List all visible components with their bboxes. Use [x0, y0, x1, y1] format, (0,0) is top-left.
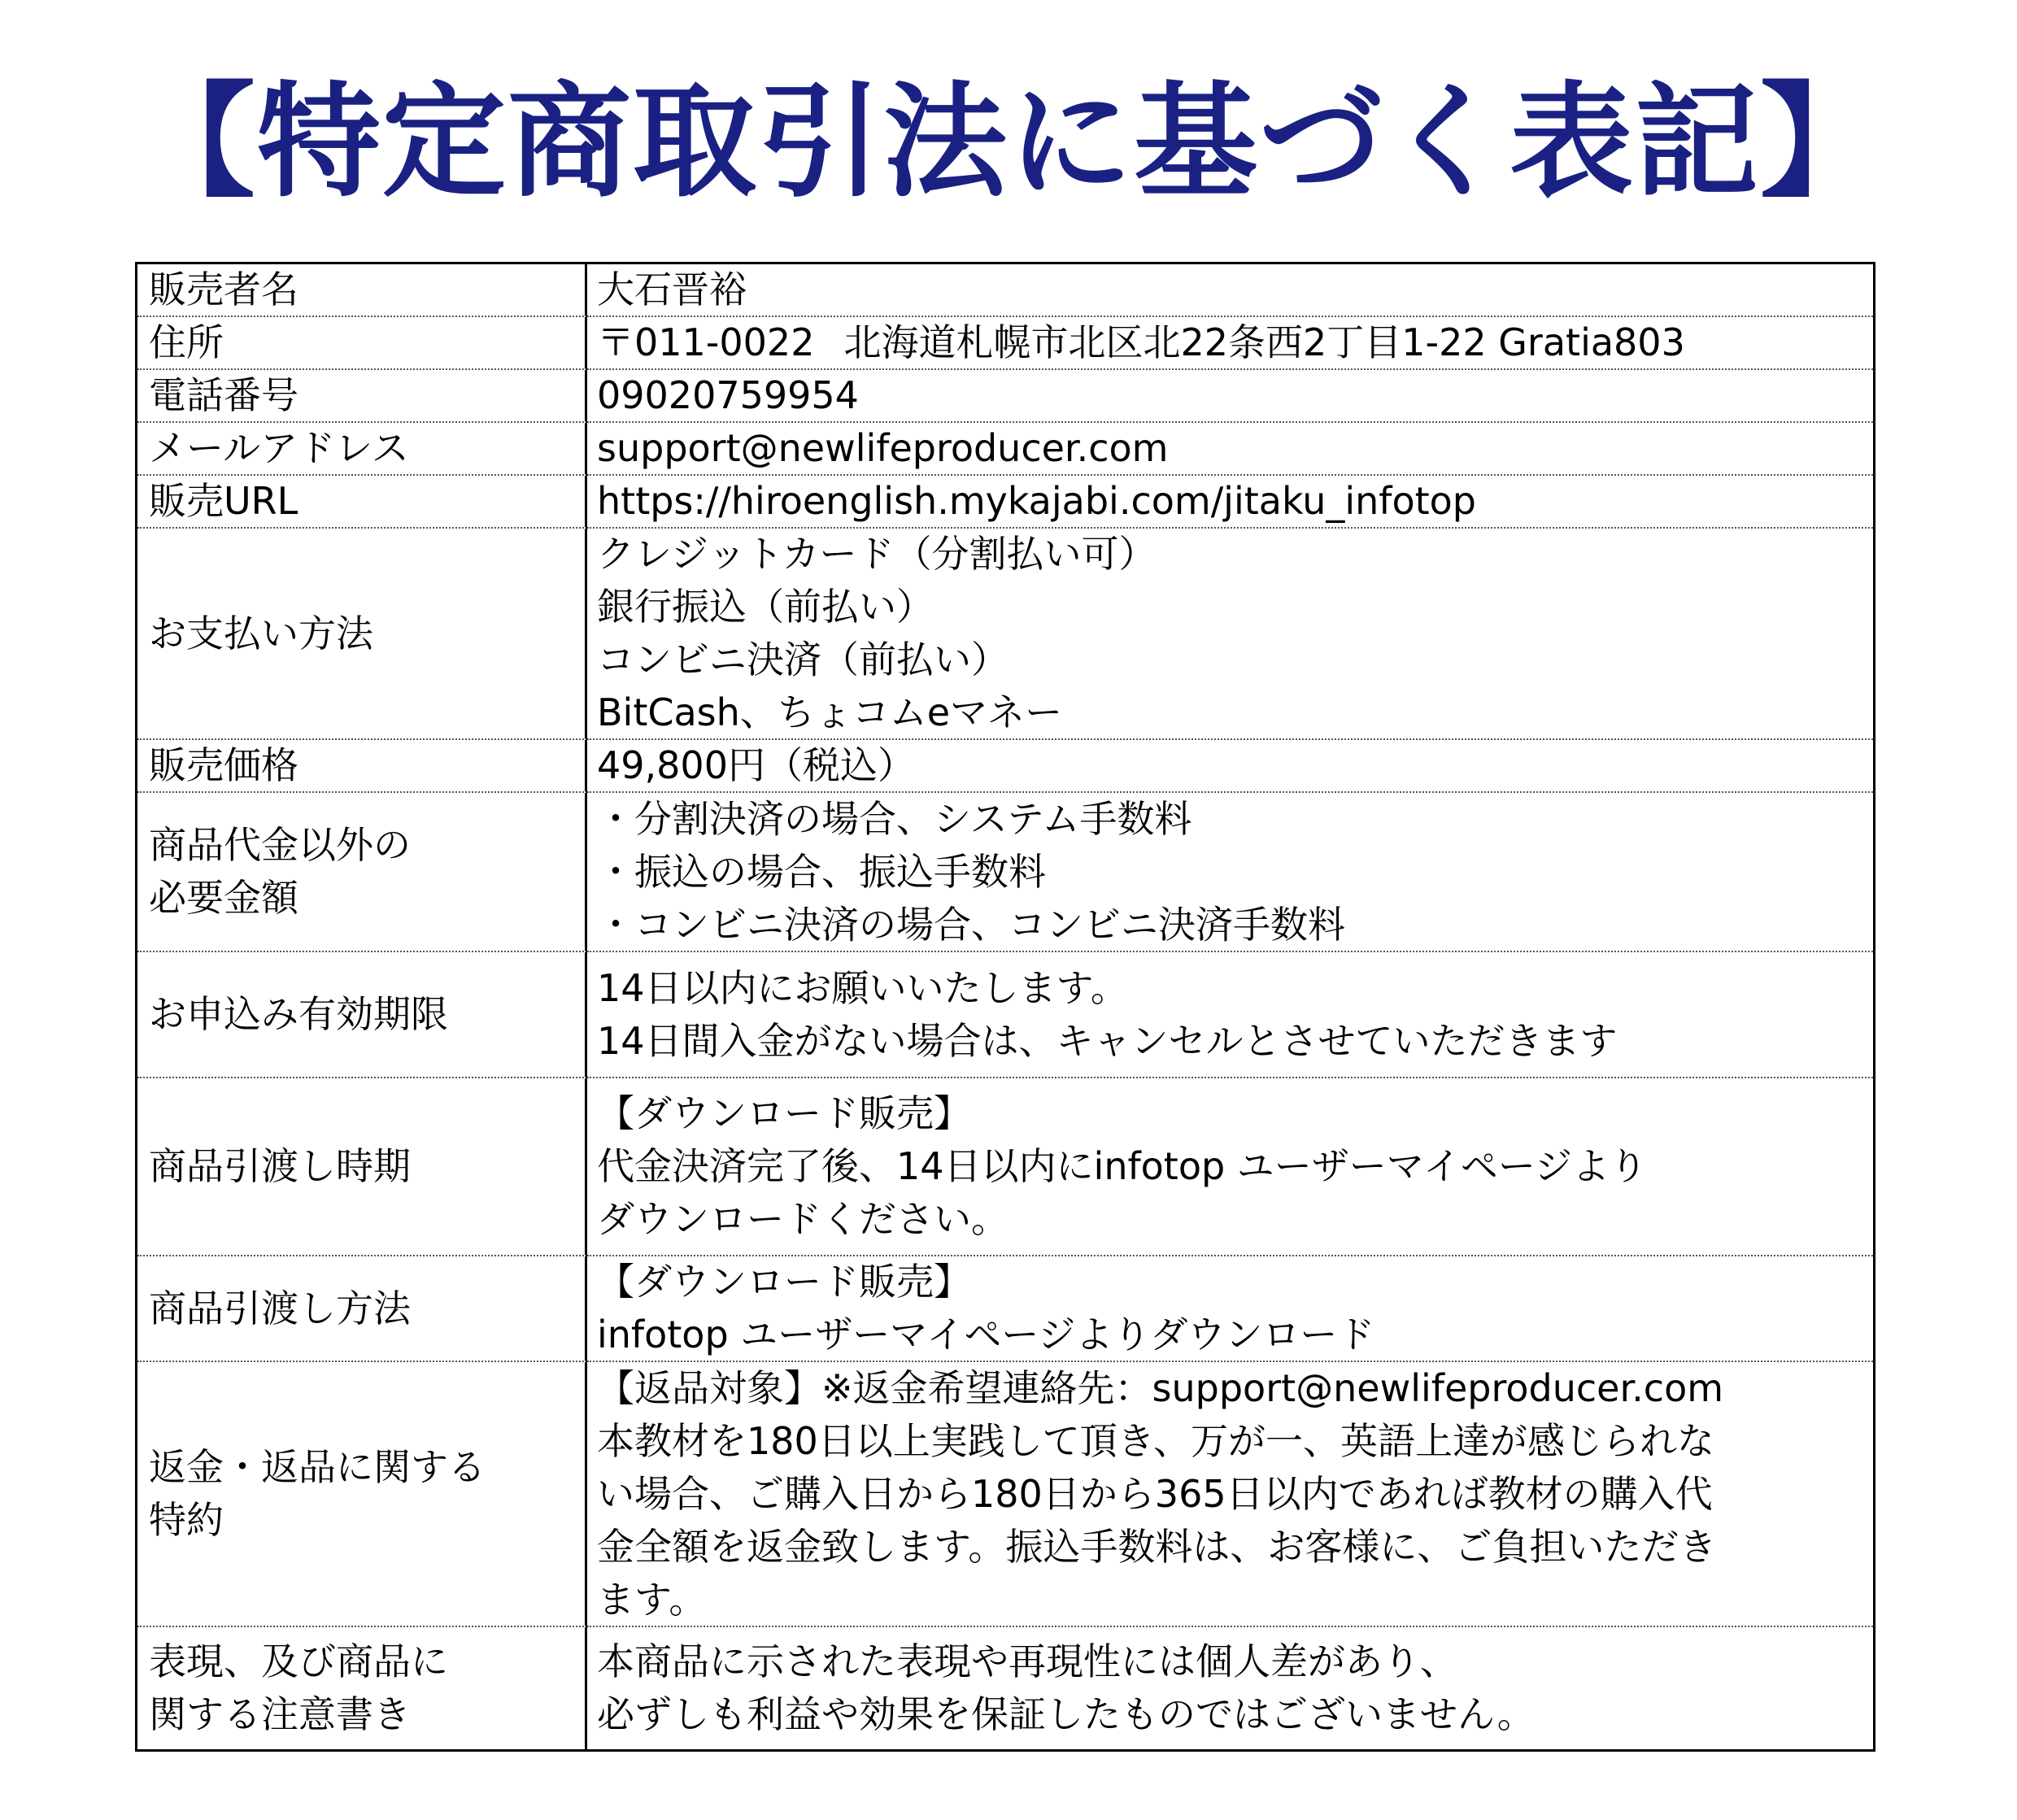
extra-fees-line: ・振込の場合、振込手数料: [597, 849, 1046, 894]
notice-line: 本商品に示された表現や再現性には個人差があり、: [597, 1639, 1457, 1683]
delivery-time-line: 代金決済完了後、14日以内にinfotop ユーザーマイページより: [597, 1144, 1647, 1188]
delivery-time-line: 【ダウンロード販売】: [597, 1091, 971, 1135]
email-label: メールアドレス: [137, 423, 587, 476]
payment-line: 銀行振込（前払い）: [597, 585, 934, 629]
address-label: 住所: [137, 317, 587, 370]
extra-fees-value: [587, 793, 1873, 952]
commerce-disclosure-table: [135, 262, 1875, 1752]
payment-line: クレジットカード（分割払い可）: [597, 532, 1157, 576]
price-value: 49,800円（税込）: [587, 740, 1873, 793]
seller-label: 販売者名: [137, 264, 587, 317]
extra-fees-line: ・分割決済の場合、システム手数料: [597, 796, 1192, 841]
notice-line: 必ずしも利益や効果を保証したものではございません。: [597, 1692, 1535, 1736]
delivery-method-value: [587, 1256, 1873, 1362]
deadline-line: 14日以内にお願いいたします。: [597, 965, 1128, 1010]
page-title: 【特定商取引法に基づく表記】: [132, 70, 1885, 214]
extra-fees-label-line: 必要金額: [149, 876, 298, 920]
extra-fees-label-line: 商品代金以外の: [149, 823, 411, 867]
delivery-time-line: ダウンロードください。: [597, 1197, 1008, 1241]
delivery-method-label: 商品引渡し方法: [137, 1256, 587, 1362]
refund-line: い場合、ご購入日から180日から365日以内であれば教材の購入代: [597, 1471, 1713, 1516]
notice-label-line: 表現、及び商品に: [149, 1639, 448, 1683]
payment-label: お支払い方法: [137, 529, 587, 740]
address-text: 北海道札幌市北区北22条西2丁目1-22 Gratia803: [843, 320, 1685, 364]
refund-label: [137, 1362, 587, 1627]
phone-value: 09020759954: [587, 370, 1873, 423]
refund-label-line: 特約: [149, 1498, 224, 1542]
price-label: 販売価格: [137, 740, 587, 793]
payment-line: BitCash、ちょコムeマネー: [597, 690, 1063, 734]
extra-fees-label: [137, 793, 587, 952]
sales-url-value: https://hiroenglish.mykajabi.com/jitaku_infotop: [587, 476, 1873, 529]
postal-code: 〒011-0022: [597, 320, 815, 364]
delivery-time-value: [587, 1078, 1873, 1256]
address-value: [587, 317, 1873, 370]
notice-label: [137, 1627, 587, 1749]
delivery-method-line: infotop ユーザーマイページよりダウンロード: [597, 1313, 1375, 1356]
extra-fees-line: ・コンビニ決済の場合、コンビニ決済手数料: [597, 902, 1345, 947]
sales-url-label: 販売URL: [137, 476, 587, 529]
refund-value: [587, 1362, 1873, 1627]
delivery-time-label: 商品引渡し時期: [137, 1078, 587, 1256]
refund-label-line: 返金・返品に関する: [149, 1445, 486, 1489]
refund-line: 金全額を返金致します。振込手数料は、お客様に、ご負担いただき: [597, 1524, 1717, 1569]
phone-label: 電話番号: [137, 370, 587, 423]
refund-line: ます。: [597, 1577, 707, 1622]
refund-line: 【返品対象】※返金希望連絡先：support@newlifeproducer.com: [597, 1365, 1724, 1410]
deadline-label: お申込み有効期限: [137, 952, 587, 1078]
refund-line: 本教材を180日以上実践して頂き、万が一、英語上達が感じられな: [597, 1418, 1714, 1463]
deadline-line: 14日間入金がない場合は、キャンセルとさせていただきます: [597, 1018, 1618, 1063]
payment-line: コンビニ決済（前払い）: [597, 638, 1008, 681]
notice-label-line: 関する注意書き: [149, 1692, 411, 1736]
delivery-method-line: 【ダウンロード販売】: [597, 1260, 971, 1304]
seller-value: 大石晋裕: [587, 264, 1873, 317]
payment-value: [587, 529, 1873, 740]
email-value: support@newlifeproducer.com: [587, 423, 1873, 476]
deadline-value: [587, 952, 1873, 1078]
notice-value: [587, 1627, 1873, 1749]
